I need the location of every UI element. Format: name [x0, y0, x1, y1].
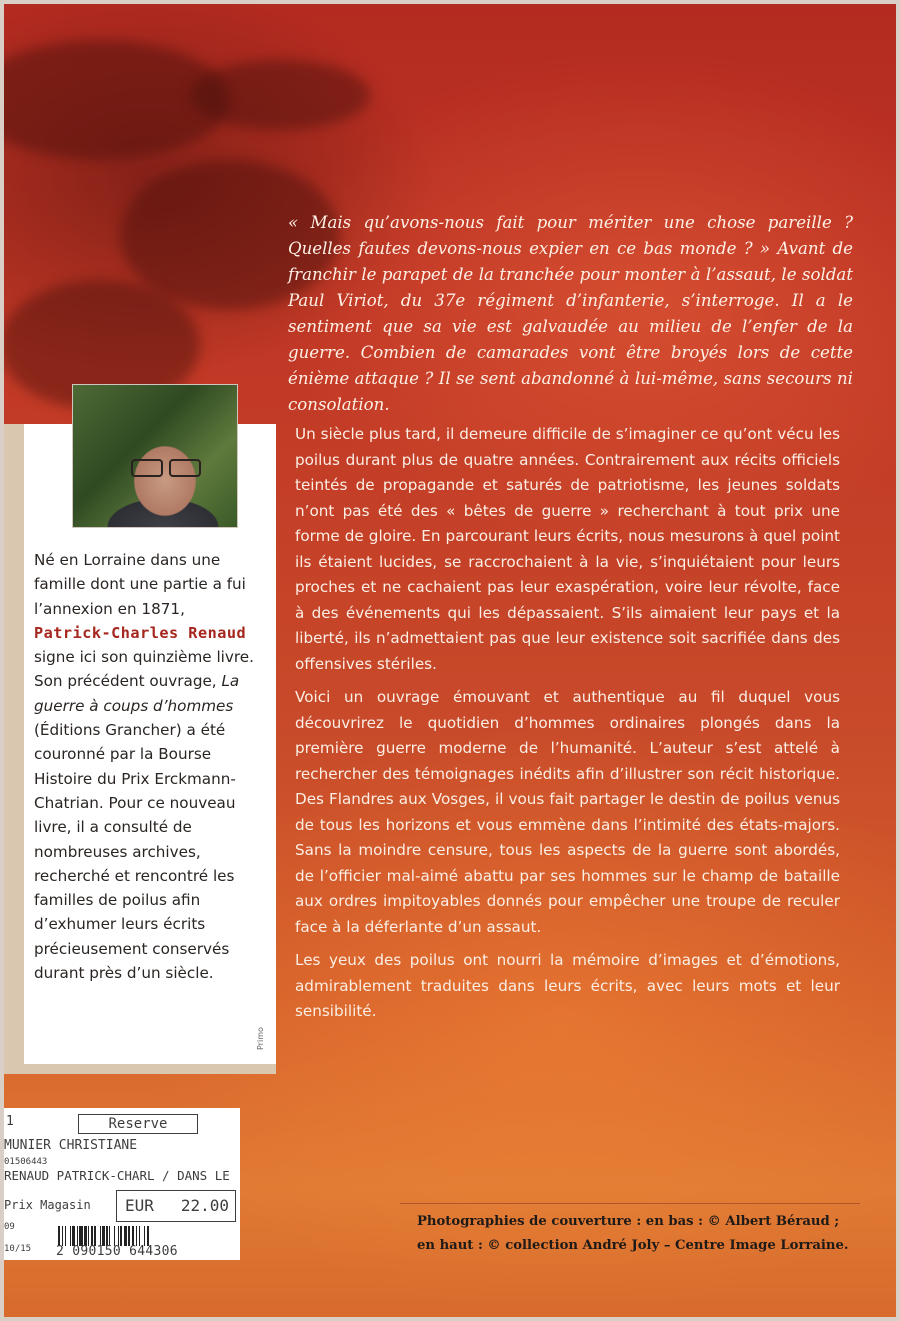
sticker-small-code: 09: [4, 1222, 15, 1232]
glasses-icon: [131, 459, 201, 475]
sticker-index: 1: [6, 1114, 14, 1129]
sticker-code: 01506443: [4, 1157, 48, 1167]
photo-credits: [417, 1210, 857, 1258]
previous-book-title: La guerre à coups d’hommes: [34, 672, 240, 715]
barcode-number: 2 090150 644306: [56, 1244, 178, 1259]
credits-line-1: Photographies de couverture : en bas : © Albert Béraud ;: [417, 1214, 840, 1229]
bio-part2: signe ici son quinzième livre. Son précédent ouvrage,: [34, 648, 254, 691]
summary-paragraph-3: Les yeux des poilus ont nourri la mémoire d’images et d’émotions, admirablement traduites dans leurs écrits, avec leurs mots et leur sensibilité.: [295, 951, 840, 1020]
reserve-label: Reserve: [78, 1114, 198, 1134]
credits-line-2: en haut : © collection André Joly – Centre Image Lorraine.: [417, 1238, 849, 1253]
author-bio: [34, 548, 266, 985]
sticker-title-line: RENAUD PATRICK-CHARL / DANS LE: [4, 1168, 230, 1183]
library-sticker: [0, 1108, 240, 1260]
primo-mark: Primo: [256, 1027, 265, 1050]
barcode: [58, 1226, 236, 1246]
summary-text: [295, 422, 840, 1033]
author-photo: [72, 384, 238, 528]
price-box: [116, 1190, 236, 1222]
summary-paragraph-2: Voici un ouvrage émouvant et authentique au fil duquel vous découvrirez le quotidien d’hommes ordinaires plongés dans la première guerre moderne de l’humanité. L’auteur s’est attelé à rechercher des témoignages inédits afin d’illustrer son récit historique. Des Flandres aux Vosges, il vous fait partager le destin de poilus venus de tous les horizons et vous emmène dans l’intimité des états-majors. Sans la moindre censure, tous les aspects de la guerre sont abordés, de l’officier mal-aimé abattu par ses hommes sur le champ de bataille aux ordres impitoyables donnés pour empêcher une troupe de reculer face à la déferlante d’un assaut.: [295, 688, 840, 936]
sticker-customer: MUNIER CHRISTIANE: [4, 1138, 138, 1153]
sticker-price-label: Prix Magasin: [4, 1198, 91, 1212]
price-value: 22.00: [180, 1196, 229, 1215]
bio-intro: Né en Lorraine dans une famille dont une partie a fui l’annexion en 1871,: [34, 551, 246, 618]
bio-part3: (Éditions Grancher) a été couronné par la Bourse Histoire du Prix Erckmann-Chatrian. Pour ce nouveau livre, il a consulté de nombreuses archives, recherché et rencontré les familles de poilus afin d’exhumer leurs écrits précieusement conservés durant près d’un siècle.: [34, 721, 236, 983]
sticker-date-code: 10/15: [4, 1244, 32, 1254]
price-currency: EUR: [125, 1196, 154, 1215]
summary-paragraph-1: Un siècle plus tard, il demeure difficile de s’imaginer ce qu’ont vécu les poilus durant plus de quatre années. Contrairement aux récits officiels teintés de propagande et saturés de patriotisme, les jeunes soldats n’ont pas été des « bêtes de guerre » recherchant à tout prix une forme de gloire. En parcourant leurs écrits, nous mesurons à quel point ils étaient lucides, se raccrochaient à la vie, s’inquiétaient pour leurs proches et ne cachaient pas leur exaspération, voire leur révolte, face à des événements qui les dépassaient. S’ils aimaient leur pays et la liberté, ils n’admettaient pas que leur existence soit sacrifiée dans des offensives stériles.: [295, 425, 840, 673]
credits-divider: [400, 1203, 860, 1204]
helmet-silhouette: [190, 60, 370, 130]
opening-quote: « Mais qu’avons-nous fait pour mériter une chose pareille ? Quelles fautes devons-nous expier en ce bas monde ? » Avant de franchir le parapet de la tranchée pour monter à l’assaut, le soldat Paul Viriot, du 37e régiment d’infanterie, s’interroge. Il a le sentiment que sa vie est galvaudée au milieu de l’enfer de la guerre. Combien de camarades vont être broyés lors de cette énième attaque ? Il se sent abandonné à lui-même, sans secours ni consolation.: [288, 213, 853, 414]
author-name: Patrick-Charles Renaud: [34, 623, 247, 642]
